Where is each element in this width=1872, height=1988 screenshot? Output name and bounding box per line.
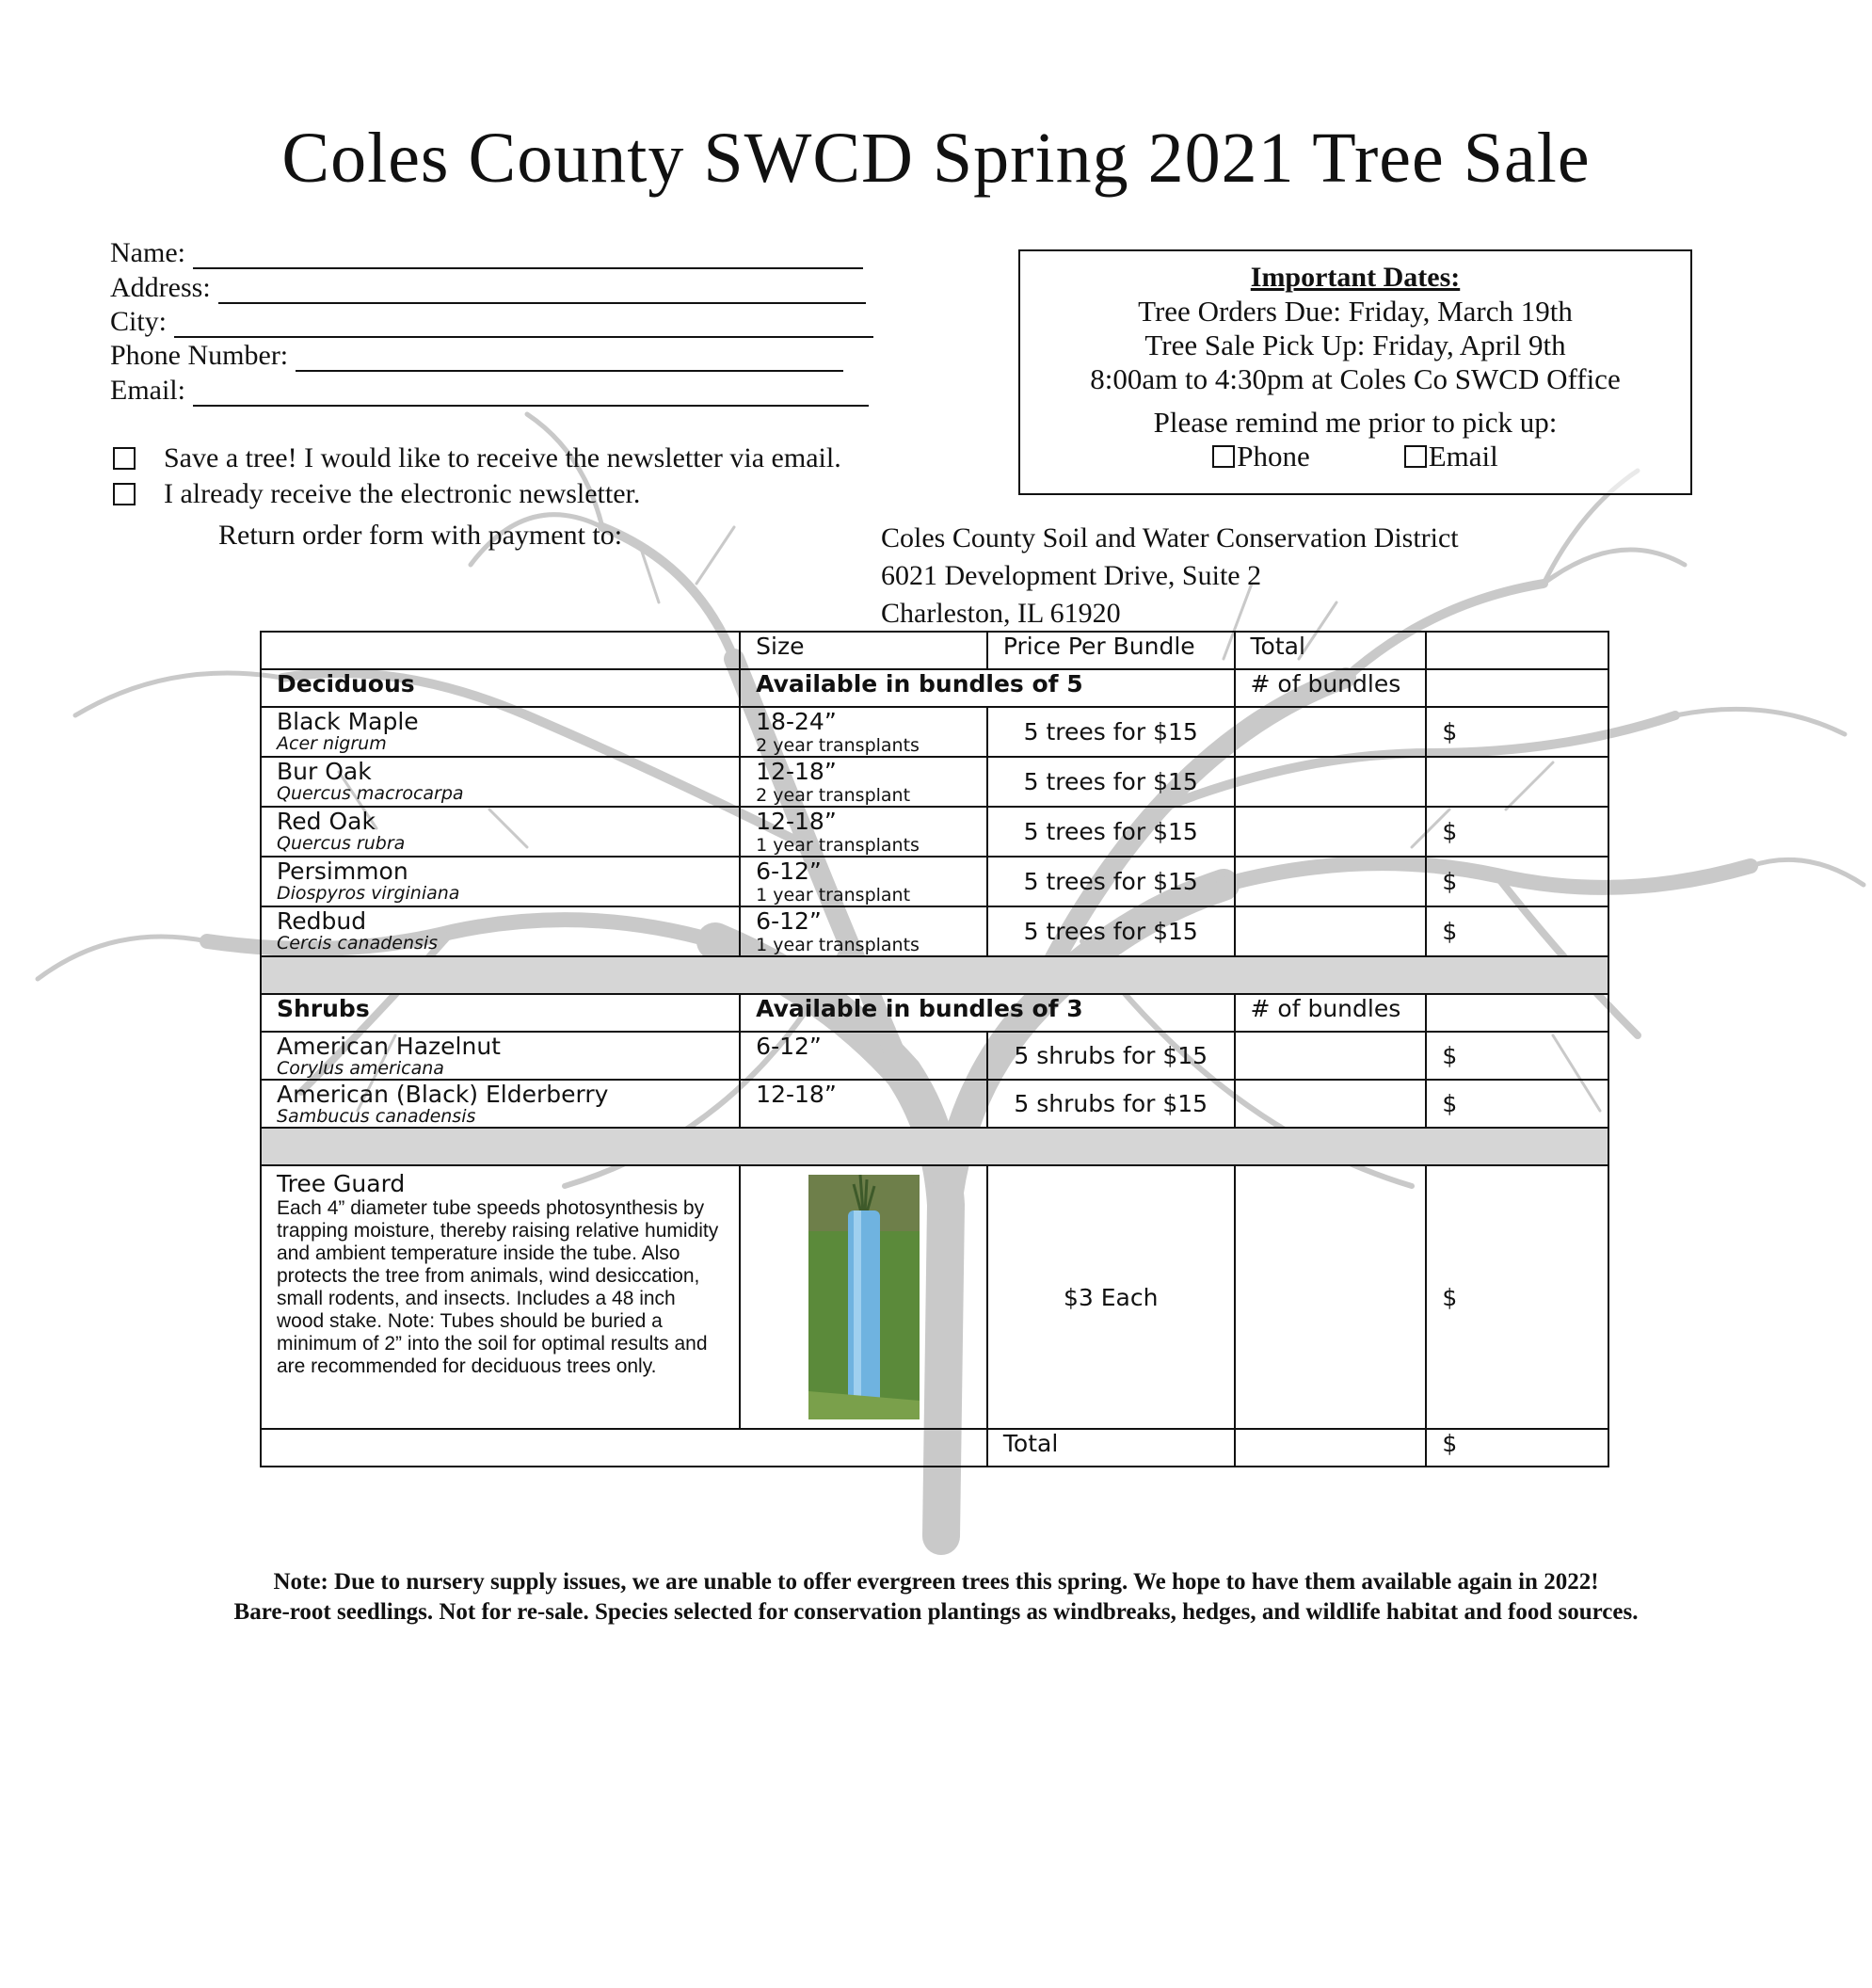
size-cell	[740, 1080, 987, 1128]
header-total: Total	[1235, 632, 1427, 669]
name-line[interactable]	[193, 239, 863, 269]
deciduous-section-row	[261, 669, 1608, 707]
product-name: American Hazelnut	[277, 1033, 501, 1060]
bundles-input-cell[interactable]	[1235, 707, 1427, 757]
city-field[interactable]	[110, 302, 873, 338]
tree-guard-photo	[808, 1175, 920, 1419]
size-cell	[740, 807, 987, 857]
newsletter-email-option[interactable]	[113, 442, 841, 474]
product-name: Black Maple	[277, 708, 419, 735]
size-value: 18-24”	[756, 708, 837, 735]
table-header-row	[261, 632, 1608, 669]
price-cell: 5 trees for $15	[987, 857, 1235, 906]
size-cell	[740, 707, 987, 757]
return-address-line2: 6021 Development Drive, Suite 2	[881, 560, 1262, 591]
tree-guard-row	[261, 1165, 1608, 1429]
shrubs-availability: Available in bundles of 3	[740, 994, 1234, 1032]
tree-guard-price: $3 Each	[987, 1165, 1235, 1429]
tree-guard-total-cell[interactable]: $	[1426, 1165, 1608, 1429]
product-name: Bur Oak	[277, 758, 372, 785]
product-name: Redbud	[277, 907, 367, 935]
return-label: Return order form with payment to:	[218, 520, 623, 551]
remind-options	[1020, 440, 1690, 473]
city-label: City:	[110, 306, 168, 337]
tree-guard-title: Tree Guard	[277, 1170, 406, 1197]
email-field[interactable]	[110, 371, 869, 407]
remind-phone-label: Phone	[1237, 440, 1310, 473]
phone-label: Phone Number:	[110, 340, 289, 371]
address-label: Address:	[110, 272, 211, 303]
line-total-cell[interactable]: $	[1426, 1080, 1608, 1128]
important-dates-box	[1018, 249, 1692, 495]
price-cell: 5 trees for $15	[987, 906, 1235, 956]
deciduous-label: Deciduous	[261, 669, 740, 707]
product-name: Red Oak	[277, 808, 376, 835]
size-cell	[740, 757, 987, 807]
email-line[interactable]	[193, 377, 869, 407]
header-blank-2	[1426, 632, 1608, 669]
newsletter-existing-option[interactable]	[113, 478, 640, 510]
newsletter-email-label: Save a tree! I would like to receive the newsletter via email.	[164, 442, 841, 473]
section-divider	[261, 1128, 1608, 1165]
product-name-cell	[261, 857, 740, 906]
deciduous-bundles-label: # of bundles	[1235, 669, 1427, 707]
price-cell: 5 trees for $15	[987, 807, 1235, 857]
grand-total-cell[interactable]: $	[1426, 1429, 1608, 1467]
product-name-cell	[261, 1032, 740, 1080]
table-row	[261, 857, 1608, 906]
line-total-cell[interactable]: $	[1426, 857, 1608, 906]
size-value: 6-12”	[756, 907, 822, 935]
size-cell	[740, 906, 987, 956]
price-cell: 5 trees for $15	[987, 707, 1235, 757]
phone-line[interactable]	[296, 342, 843, 372]
product-name-cell	[261, 906, 740, 956]
remind-text: Please remind me prior to pick up:	[1153, 406, 1558, 439]
product-name-cell	[261, 807, 740, 857]
product-latin: Cercis canadensis	[277, 933, 439, 954]
size-cell	[740, 1032, 987, 1080]
newsletter-existing-label: I already receive the electronic newsletter.	[164, 478, 641, 509]
size-note: 1 year transplant	[756, 885, 911, 906]
return-address-line3: Charleston, IL 61920	[881, 598, 1121, 629]
name-field[interactable]	[110, 233, 863, 269]
remind-phone-checkbox[interactable]	[1212, 445, 1235, 468]
bundles-input-cell[interactable]	[1235, 857, 1427, 906]
return-address	[881, 520, 1459, 633]
divider-cell	[261, 956, 1608, 994]
product-name: American (Black) Elderberry	[277, 1081, 609, 1108]
product-latin: Acer nigrum	[277, 733, 387, 754]
deciduous-blank	[1426, 669, 1608, 707]
table-row	[261, 1032, 1608, 1080]
table-row	[261, 707, 1608, 757]
tree-guard-photo-cell	[740, 1165, 987, 1429]
shrubs-blank	[1426, 994, 1608, 1032]
return-address-line1: Coles County Soil and Water Conservation District	[881, 522, 1459, 553]
city-line[interactable]	[174, 308, 873, 338]
price-cell: 5 shrubs for $15	[987, 1032, 1235, 1080]
order-table	[260, 631, 1609, 1467]
product-name-cell	[261, 757, 740, 807]
header-blank	[261, 632, 740, 669]
product-latin: Diospyros virginiana	[277, 883, 460, 904]
product-latin: Quercus rubra	[277, 833, 406, 854]
shrubs-label: Shrubs	[261, 994, 740, 1032]
shrubs-bundles-label: # of bundles	[1235, 994, 1427, 1032]
size-note: 1 year transplants	[756, 935, 920, 955]
total-blank	[261, 1429, 987, 1467]
product-latin: Corylus americana	[277, 1058, 444, 1079]
table-row	[261, 1080, 1608, 1128]
orders-due-text: Tree Orders Due: Friday, March 19th	[1138, 295, 1573, 328]
remind-email-checkbox[interactable]	[1404, 445, 1427, 468]
page-title: Coles County SWCD Spring 2021 Tree Sale	[281, 119, 1591, 198]
remind-email-option[interactable]	[1404, 440, 1498, 473]
line-total-cell[interactable]: $	[1426, 807, 1608, 857]
address-field[interactable]	[110, 268, 866, 304]
table-row	[261, 757, 1608, 807]
size-cell	[740, 857, 987, 906]
price-cell: 5 shrubs for $15	[987, 1080, 1235, 1128]
header-size: Size	[740, 632, 987, 669]
table-row	[261, 906, 1608, 956]
product-name-cell	[261, 1080, 740, 1128]
total-row	[261, 1429, 1608, 1467]
tree-guard-cell	[261, 1165, 740, 1429]
bundles-input-cell[interactable]	[1235, 757, 1427, 807]
product-latin: Sambucus canadensis	[277, 1106, 476, 1127]
bundles-input-cell[interactable]	[1235, 1080, 1427, 1128]
newsletter-email-checkbox[interactable]	[113, 447, 136, 470]
address-line[interactable]	[218, 274, 866, 304]
size-note: 2 year transplant	[756, 785, 911, 806]
tree-guard-qty-cell[interactable]	[1235, 1165, 1427, 1429]
bundles-input-cell[interactable]	[1235, 807, 1427, 857]
pickup-date-text: Tree Sale Pick Up: Friday, April 9th	[1144, 329, 1566, 361]
price-cell: 5 trees for $15	[987, 757, 1235, 807]
tree-guard-description: Each 4” diameter tube speeds photosynthesis by trapping moisture, thereby raising relative humidity and ambient temperature inside the tube. Also protects the tree from animals, wind desiccation, small rodents, and insects. Includes a 48 inch wood stake. Note: Tubes should be buried a minimum of 2” into the soil for optimal results and are recommended for deciduous trees only.	[277, 1197, 719, 1377]
total-label: Total	[987, 1429, 1235, 1467]
line-total-cell[interactable]: $	[1426, 906, 1608, 956]
product-name: Persimmon	[277, 858, 408, 885]
important-dates-heading: Important Dates:	[1250, 262, 1461, 293]
note-line-2: Bare-root seedlings. Not for re-sale. Species selected for conservation plantings as windbreaks, hedges, and wildlife habitat and food sources.	[233, 1599, 1639, 1625]
header-price: Price Per Bundle	[987, 632, 1235, 669]
bundles-input-cell[interactable]	[1235, 1032, 1427, 1080]
shrubs-section-row	[261, 994, 1608, 1032]
pickup-hours-text: 8:00am to 4:30pm at Coles Co SWCD Office	[1090, 362, 1621, 395]
size-value: 6-12”	[756, 858, 822, 885]
note-line-1: Note: Due to nursery supply issues, we are unable to offer evergreen trees this spring. We hope to have them available again in 2022!	[273, 1569, 1599, 1595]
line-total-cell[interactable]: $	[1426, 1032, 1608, 1080]
bundles-input-cell[interactable]	[1235, 906, 1427, 956]
deciduous-availability: Available in bundles of 5	[740, 669, 1234, 707]
section-divider	[261, 956, 1608, 994]
product-name-cell	[261, 707, 740, 757]
name-label: Name:	[110, 237, 185, 268]
line-total-cell[interactable]: $	[1426, 707, 1608, 757]
phone-field[interactable]	[110, 336, 843, 372]
size-note: 1 year transplants	[756, 835, 920, 856]
email-label: Email:	[110, 375, 185, 406]
footer-notes	[0, 1567, 1872, 1627]
total-qty-cell[interactable]	[1235, 1429, 1427, 1467]
size-value: 12-18”	[756, 758, 837, 785]
newsletter-existing-checkbox[interactable]	[113, 483, 136, 505]
size-value: 6-12”	[756, 1033, 822, 1060]
divider-cell	[261, 1128, 1608, 1165]
table-row	[261, 807, 1608, 857]
size-note: 2 year transplants	[756, 735, 920, 756]
line-total-cell[interactable]	[1426, 757, 1608, 807]
product-latin: Quercus macrocarpa	[277, 783, 464, 804]
remind-email-label: Email	[1428, 440, 1498, 473]
remind-phone-option[interactable]	[1212, 440, 1310, 473]
size-value: 12-18”	[756, 808, 837, 835]
size-value: 12-18”	[756, 1081, 837, 1108]
